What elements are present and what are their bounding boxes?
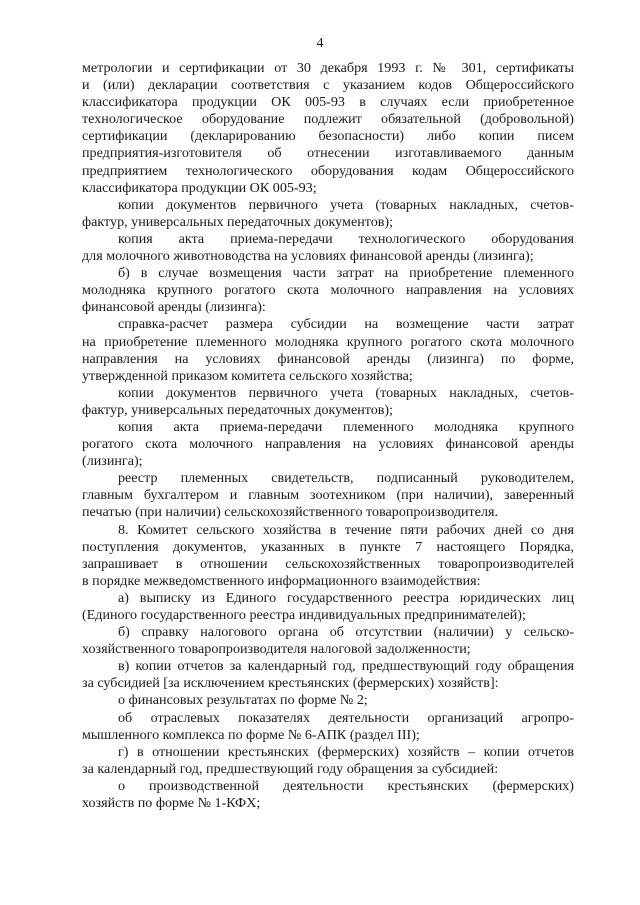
text-line: на приобретение племенного молодняка крупного рогатого скота молочного [82,333,574,350]
text-line: копия акта приема-передачи племенного молодняка крупного [118,418,574,435]
text-line: и (или) декларации соответствия с указанием кодов Общероссийского [82,77,574,94]
paragraph [82,692,574,709]
paragraph [82,710,574,744]
text-line: классификатора продукции ОК 005-93 в случаях если приобретенное [82,94,574,111]
text-line: запрашивает в отношении сельскохозяйственных товаропроизводителей [82,555,574,572]
paragraph [82,316,574,384]
text-line: утвержденной приказом комитета сельского хозяйства; [82,367,413,384]
text-line: справка-расчет размера субсидии на возмещение части затрат [118,316,574,333]
text-line: для молочного животноводства на условиях финансовой аренды (лизинга); [82,248,534,265]
text-line: предприятия-изготовителя об отнесении изготавливаемого данным [82,145,574,162]
text-line: предприятием технологического оборудования кодам Общероссийского [82,162,574,179]
text-line: копии документов первичного учета (товарных накладных, счетов- [118,196,574,213]
paragraph [82,60,574,197]
text-line: 8. Комитет сельского хозяйства в течение пяти рабочих дней со дня [118,521,574,538]
text-line: об отраслевых показателях деятельности организаций агропро- [118,709,574,726]
text-line: фактур, универсальных передаточных документов); [82,213,394,230]
text-line: хозяйств по форме № 1-КФХ; [82,795,261,812]
paragraph [82,231,574,265]
page-number: 4 [316,36,324,51]
text-line: (Единого государственного реестра индивидуальных предпринимателей); [82,607,526,623]
text-line: г) в отношении крестьянских (фермерских) хозяйств – копии отчетов [118,743,574,760]
text-line: поступления документов, указанных в пункте 7 настоящего Порядка, [82,538,574,555]
text-line: печатью (при наличии) сельскохозяйственного товаропроизводителя. [82,504,498,521]
document-body [82,60,574,812]
text-line: главным бухгалтером и главным зоотехником (при наличии), заверенный [82,487,574,504]
text-line: фактур, универсальных передаточных документов); [82,401,394,418]
text-line: в порядке межведомственного информационного взаимодействия: [82,572,481,589]
text-line: (лизинга); [82,453,143,470]
paragraph [82,744,574,778]
text-line: б) в случае возмещения части затрат на приобретение племенного [118,265,574,282]
paragraph [82,624,574,658]
text-line: за субсидией [за исключением крестьянских (фермерских) хозяйств]: [82,675,499,692]
text-line: молодняка крупного рогатого скота молочного направления на условиях [82,282,574,299]
text-line: хозяйственного товаропроизводителя налоговой задолженности; [82,641,471,658]
text-line: финансовой аренды (лизинга): [82,299,266,316]
text-line: сертификации (декларированию безопасности) либо копии писем [82,128,574,145]
paragraph [82,470,574,521]
paragraph [82,658,574,692]
paragraph [82,197,574,231]
text-line: копии документов первичного учета (товарных накладных, счетов- [118,384,574,401]
paragraph [82,385,574,419]
text-line: технологическое оборудование подлежит обязательной (добровольной) [82,111,574,128]
paragraph [82,419,574,470]
text-line: направления на условиях финансовой аренды (лизинга) по форме, [82,350,574,367]
text-line: рогатого скота молочного направления на условиях финансовой аренды [82,436,574,453]
text-line: реестр племенных свидетельств, подписанный руководителем, [118,470,574,487]
paragraph [82,778,574,812]
text-line: а) выписку из Единого государственного реестра юридических лиц [118,589,574,606]
text-line: метрологии и сертификации от 30 декабря 1993 г. № 301, сертификаты [82,60,574,76]
text-line: за календарный год, предшествующий году обращения за субсидией: [82,760,499,777]
text-line: о производственной деятельности крестьянских (фермерских) [118,777,574,794]
paragraph [82,522,574,590]
text-line: копия акта приема-передачи технологического оборудования [118,230,574,247]
text-line: о финансовых результатах по форме № 2; [118,692,368,709]
text-line: в) копии отчетов за календарный год, предшествующий году обращения [118,658,574,675]
text-line: классификатора продукции ОК 005-93; [82,179,317,196]
paragraph [82,590,574,624]
paragraph [82,265,574,316]
text-line: б) справку налогового органа об отсутствии (наличии) у сельско- [118,624,574,641]
text-line: мышленного комплекса по форме № 6-АПК (раздел III); [82,726,420,743]
